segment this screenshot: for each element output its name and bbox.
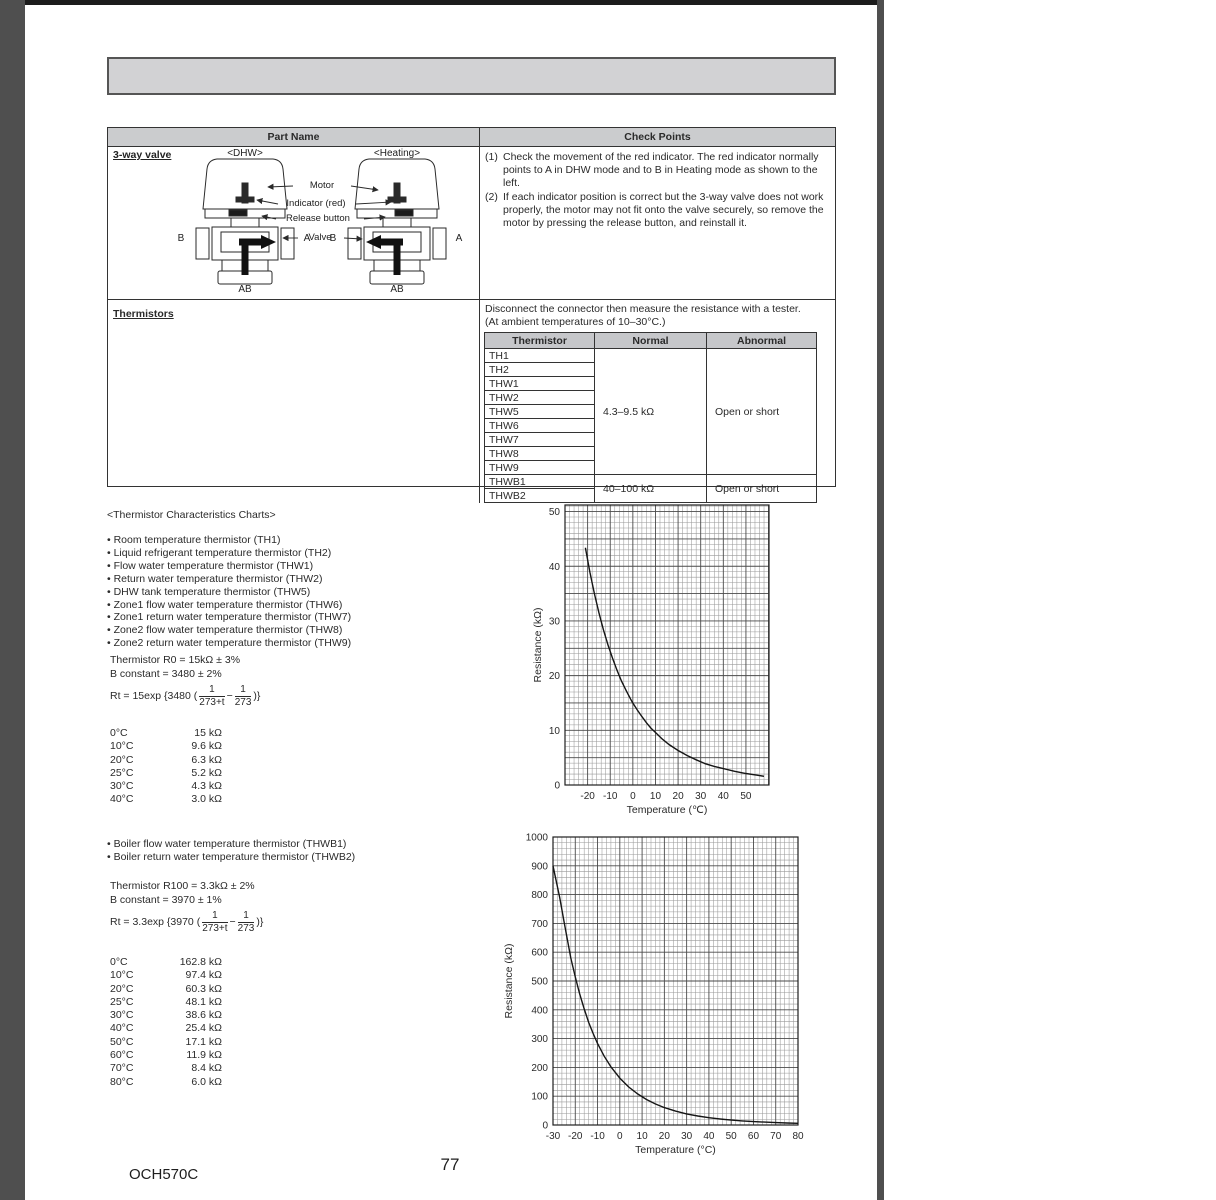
- normal-value-cell: 40–100 kΩ: [595, 475, 707, 503]
- temp-value-row: [110, 1036, 222, 1049]
- temp-value-row: [110, 727, 222, 740]
- chart-svg: [478, 825, 826, 1173]
- temp-cell: 10°C: [110, 969, 134, 982]
- resistance-value-table-1: [110, 727, 222, 807]
- page-edge-divider: [877, 0, 884, 1200]
- temp-value-row: [110, 1049, 222, 1062]
- thermistor-chart-1: [495, 493, 825, 823]
- thermistor-chart-2: [478, 825, 826, 1173]
- temp-value-row: [110, 969, 222, 982]
- resistance-cell: 9.6 kΩ: [191, 740, 222, 753]
- spec-bconstant-1: B constant = 3480 ± 2%: [110, 667, 222, 680]
- x-tick-label: 40: [717, 791, 729, 802]
- temp-value-row: [110, 1009, 222, 1022]
- valve-check-points-cell: [480, 147, 835, 299]
- abnormal-value-cell: Open or short: [707, 475, 817, 503]
- indicator-callout: Indicator (red): [286, 198, 346, 209]
- col-header-part-name: Part Name: [108, 128, 480, 147]
- y-tick-label: 40: [548, 561, 560, 573]
- thermistor-name-cell: THW5: [485, 405, 595, 419]
- thermistor-intro-line2: (At ambient temperatures of 10–30°C.): [485, 316, 666, 328]
- thermistor-spec-1: [110, 654, 260, 708]
- x-tick-label: 30: [681, 1131, 693, 1142]
- resistance-cell: 38.6 kΩ: [185, 1009, 222, 1022]
- temp-value-row: [110, 996, 222, 1009]
- bullet-item: • Zone2 flow water temperature thermistor (THW8): [107, 624, 343, 637]
- temp-value-row: [110, 767, 222, 780]
- y-tick-label: 50: [548, 507, 560, 519]
- port-a-label: A: [455, 233, 463, 244]
- normal-value-cell: 4.3–9.5 kΩ: [595, 349, 707, 475]
- check-table: [107, 127, 836, 502]
- y-tick-label: 0: [542, 1120, 548, 1132]
- thermistor-name-cell: THW9: [485, 461, 595, 475]
- thermistor-bullet-list-2: [107, 838, 355, 864]
- thermistor-name-cell: THW1: [485, 377, 595, 391]
- resistance-cell: 4.3 kΩ: [191, 780, 222, 793]
- check-point-text: If each indicator position is correct but the 3-way valve does not work properly, the motor may not fit onto the valve securely, so remove the motor by pressing the release button, and reinstall it.: [503, 190, 824, 230]
- port-b-label: B: [177, 233, 185, 244]
- heating-mode-label: <Heating>: [373, 148, 421, 159]
- valve-callout: Valve: [308, 232, 332, 243]
- resistance-cell: 6.0 kΩ: [191, 1075, 222, 1088]
- thermistor-name-cell: THW2: [485, 391, 595, 405]
- temp-value-row: [110, 754, 222, 767]
- bullet-item: • Boiler flow water temperature thermistor (THWB1): [107, 838, 347, 850]
- y-tick-label: 900: [531, 861, 548, 873]
- check-point-number: (1): [485, 151, 498, 163]
- temp-value-row: [110, 780, 222, 793]
- temp-cell: 0°C: [110, 727, 128, 739]
- bullet-item: • Liquid refrigerant temperature thermistor (TH2): [107, 546, 332, 559]
- bullet-item: • Room temperature thermistor (TH1): [107, 534, 281, 546]
- y-tick-label: 0: [554, 780, 560, 792]
- temp-cell: 40°C: [110, 793, 134, 806]
- x-tick-label: 40: [703, 1131, 715, 1142]
- thermistor-table-header: Abnormal: [707, 333, 817, 349]
- thermistor-name-cell: TH1: [485, 349, 595, 363]
- col-header-check-points: Check Points: [480, 128, 835, 147]
- temp-cell: 80°C: [110, 1075, 134, 1088]
- thermistor-table-row: [485, 349, 817, 363]
- y-tick-label: 700: [531, 918, 548, 930]
- port-ab-label: AB: [238, 284, 252, 295]
- thermistor-part-heading: Thermistors: [113, 308, 174, 320]
- resistance-cell: 5.2 kΩ: [191, 766, 222, 779]
- thermistor-table-header: Thermistor: [485, 333, 595, 349]
- port-ab-label: AB: [390, 284, 404, 295]
- thermistor-table-header: Normal: [595, 333, 707, 349]
- thermistor-row: [108, 299, 835, 502]
- motor-callout: Motor: [309, 180, 335, 191]
- thermistor-name-cell: TH2: [485, 363, 595, 377]
- x-tick-label: 60: [747, 1131, 760, 1142]
- y-tick-label: 600: [531, 947, 548, 959]
- y-tick-label: 20: [548, 671, 560, 683]
- temp-cell: 60°C: [110, 1049, 134, 1062]
- thermistor-name-cell: THW7: [485, 433, 595, 447]
- x-tick-label: 50: [725, 1131, 737, 1142]
- port-b-label: B: [329, 233, 337, 244]
- x-tick-label: -20: [580, 791, 595, 802]
- temp-cell: 50°C: [110, 1035, 134, 1048]
- thermistor-name-cell: THW8: [485, 447, 595, 461]
- y-tick-label: 400: [531, 1005, 548, 1017]
- y-tick-label: 100: [531, 1091, 548, 1103]
- resistance-cell: 97.4 kΩ: [185, 969, 222, 982]
- top-edge-bar: [25, 0, 883, 5]
- x-tick-label: -20: [568, 1131, 583, 1142]
- spec-r0: Thermistor R0 = 15kΩ ± 3%: [110, 654, 241, 666]
- y-tick-label: 1000: [525, 832, 548, 844]
- temp-cell: 30°C: [110, 1009, 134, 1022]
- thermistor-bullet-list-1: [107, 534, 351, 650]
- x-tick-label: 30: [695, 791, 707, 802]
- chart-svg: [495, 493, 825, 823]
- temp-value-row: [110, 1062, 222, 1075]
- temp-cell: 25°C: [110, 766, 134, 779]
- bullet-item: • Return water temperature thermistor (THW2): [107, 572, 323, 585]
- resistance-cell: 17.1 kΩ: [185, 1035, 222, 1048]
- page-number: 77: [440, 1155, 460, 1174]
- y-axis-label: Resistance (kΩ): [503, 943, 515, 1019]
- temp-cell: 40°C: [110, 1022, 134, 1035]
- temp-cell: 0°C: [110, 956, 128, 968]
- bullet-item: • DHW tank temperature thermistor (THW5): [107, 585, 311, 598]
- x-tick-label: 0: [630, 791, 636, 802]
- thermistor-check-cell: [480, 300, 835, 503]
- x-tick-label: -30: [545, 1131, 561, 1142]
- x-tick-label: -10: [590, 1131, 605, 1142]
- dhw-mode-label: <DHW>: [227, 148, 263, 159]
- check-points-list: [480, 147, 835, 230]
- x-tick-label: 50: [740, 791, 752, 802]
- check-point-item: [485, 191, 829, 231]
- resistance-cell: 60.3 kΩ: [185, 982, 222, 995]
- check-table-header: [108, 128, 835, 147]
- bullet-item: • Boiler return water temperature thermistor (THWB2): [107, 850, 356, 863]
- port-a-label: A: [303, 233, 311, 244]
- temp-value-row: [110, 983, 222, 996]
- resistance-cell: 162.8 kΩ: [179, 956, 222, 968]
- bullet-item: • Zone1 return water temperature thermistor (THW7): [107, 611, 352, 624]
- temp-cell: 30°C: [110, 780, 134, 793]
- spec-bconstant-2: B constant = 3970 ± 1%: [110, 893, 222, 906]
- thermistor-name-cell: THWB1: [485, 475, 595, 489]
- thermistor-name-cell: THW6: [485, 419, 595, 433]
- y-tick-label: 30: [548, 616, 560, 628]
- resistance-value-table-2: [110, 956, 222, 1089]
- x-tick-label: -10: [603, 791, 618, 802]
- x-tick-label: 80: [792, 1131, 804, 1142]
- left-edge-bar: [0, 0, 25, 1200]
- check-point-item: [485, 151, 829, 191]
- resistance-formula-1: Rt = 15exp {3480 ( $\frac{1}{273+t}$ − $\frac{1}{273}$ )}: [110, 684, 261, 708]
- three-way-valve-diagram: [108, 147, 480, 299]
- x-tick-label: 70: [770, 1131, 782, 1142]
- thermistor-table-row: [485, 475, 817, 489]
- temp-cell: 10°C: [110, 740, 134, 753]
- characteristics-heading: <Thermistor Characteristics Charts>: [107, 509, 276, 521]
- resistance-cell: 6.3 kΩ: [191, 753, 222, 766]
- thermistor-intro: [480, 300, 835, 329]
- temp-value-row: [110, 1022, 222, 1035]
- valve-part-heading: 3-way valve: [113, 149, 172, 161]
- x-axis-label: Temperature (°C): [635, 1144, 716, 1156]
- bullet-item: • Zone2 return water temperature thermistor (THW9): [107, 637, 352, 650]
- y-tick-label: 800: [531, 890, 548, 902]
- x-tick-label: 10: [636, 1131, 648, 1142]
- resistance-formula-2: Rt = 3.3exp {3970 ( $\frac{1}{273+t}$ − $\frac{1}{273}$ )}: [110, 910, 264, 934]
- resistance-cell: 8.4 kΩ: [191, 1062, 222, 1075]
- temp-value-row: [110, 793, 222, 806]
- abnormal-value-cell: Open or short: [707, 349, 817, 475]
- release-button-callout: Release button: [286, 213, 350, 224]
- document-code: OCH570C: [129, 1166, 199, 1183]
- bullet-item: • Flow water temperature thermistor (THW1): [107, 559, 314, 572]
- temp-cell: 20°C: [110, 982, 134, 995]
- x-tick-label: 10: [649, 791, 662, 802]
- valve-part-cell: [108, 147, 480, 299]
- thermistor-spec-2: [110, 880, 263, 934]
- x-tick-label: 20: [658, 1131, 670, 1142]
- y-tick-label: 300: [531, 1034, 548, 1046]
- x-tick-label: 0: [617, 1131, 623, 1142]
- valve-row: [108, 147, 835, 299]
- x-tick-label: 20: [672, 791, 684, 802]
- y-tick-label: 200: [531, 1062, 548, 1074]
- temp-value-row: [110, 740, 222, 753]
- resistance-cell: 15 kΩ: [194, 727, 222, 739]
- temp-value-row: [110, 1076, 222, 1089]
- spec-r100: Thermistor R100 = 3.3kΩ ± 2%: [110, 880, 255, 892]
- temp-cell: 20°C: [110, 753, 134, 766]
- section-title-bar: [107, 57, 836, 95]
- y-tick-label: 10: [548, 725, 560, 737]
- thermistor-name-cell: THWB2: [485, 489, 595, 503]
- y-tick-label: 500: [531, 976, 548, 988]
- y-axis-label: Resistance (kΩ): [532, 607, 544, 683]
- check-point-number: (2): [485, 190, 498, 203]
- check-point-text: Check the movement of the red indicator. The red indicator normally points to A in DHW mode and to B in Heating mode as shown to the left.: [503, 151, 819, 190]
- temp-value-row: [110, 956, 222, 969]
- resistance-cell: 3.0 kΩ: [191, 793, 222, 806]
- bullet-item: • Zone1 flow water temperature thermistor (THW6): [107, 598, 343, 611]
- thermistor-resistance-table: [484, 332, 817, 503]
- thermistor-intro-line1: Disconnect the connector then measure the resistance with a tester.: [485, 303, 801, 315]
- temp-cell: 25°C: [110, 995, 134, 1008]
- resistance-cell: 25.4 kΩ: [185, 1022, 222, 1035]
- thermistor-part-cell: [108, 300, 480, 503]
- temp-cell: 70°C: [110, 1062, 134, 1075]
- resistance-cell: 48.1 kΩ: [185, 995, 222, 1008]
- resistance-cell: 11.9 kΩ: [186, 1049, 222, 1062]
- x-axis-label: Temperature (℃): [626, 804, 708, 816]
